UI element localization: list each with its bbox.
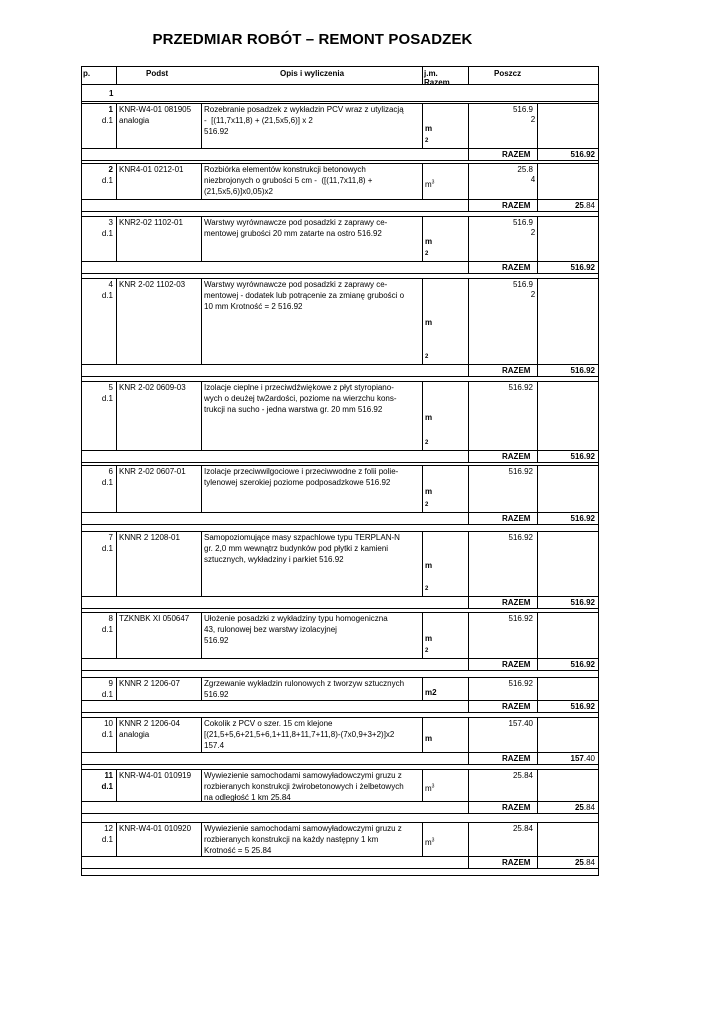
item-total xyxy=(575,200,595,211)
column-divider xyxy=(116,103,117,148)
row-divider xyxy=(81,608,598,609)
item-description: trukcji na sucho - jedna warstwa gr. 20 mm 516.92 xyxy=(204,405,383,414)
item-number: 11 xyxy=(104,771,113,780)
column-divider xyxy=(116,278,117,364)
partial-value: 25.8 xyxy=(517,165,533,174)
item-code-note: analogia xyxy=(119,730,150,739)
item-description: Wywiezienie samochodami samowyładowczymi gruzu z xyxy=(204,824,402,833)
column-divider xyxy=(468,677,469,712)
header-opis: Opis i wyliczenia xyxy=(280,69,345,78)
column-divider xyxy=(468,381,469,462)
row-divider xyxy=(81,101,598,102)
item-description: - [(11,7x11,8) + (21,5x5,6)] x 2 xyxy=(204,116,313,125)
header-jm: j.m. xyxy=(424,69,438,78)
column-divider xyxy=(537,465,538,524)
column-divider xyxy=(537,216,538,273)
column-divider xyxy=(422,66,423,84)
column-divider xyxy=(116,822,117,856)
column-divider xyxy=(422,717,423,752)
row-divider xyxy=(81,273,598,274)
column-divider xyxy=(468,822,469,868)
item-total: 516.92 xyxy=(570,660,595,669)
column-divider xyxy=(422,216,423,261)
column-divider xyxy=(201,612,202,658)
item-code: KNNR 2 1206-07 xyxy=(119,679,180,688)
unit-of-measure: m xyxy=(425,237,433,246)
item-code: KNR4-01 0212-01 xyxy=(119,165,184,174)
column-divider xyxy=(537,163,538,211)
razem-label: RAZEM xyxy=(502,514,531,523)
razem-label: RAZEM xyxy=(502,201,531,210)
column-divider xyxy=(537,822,538,868)
item-reference: d.1 xyxy=(101,544,113,553)
column-divider xyxy=(201,216,202,261)
unit-of-measure: $m^3$ xyxy=(425,783,435,793)
item-description: tylenowej szerokiej poziome podposadzkowe 516.92 xyxy=(204,478,391,487)
item-number: 1 xyxy=(108,105,113,114)
column-divider xyxy=(537,278,538,376)
item-reference: d.1 xyxy=(101,625,113,634)
unit-exponent: 3 xyxy=(431,837,435,844)
partial-value: 516.92 xyxy=(508,383,533,392)
partial-value: 2 xyxy=(530,228,536,237)
razem-label: RAZEM xyxy=(502,803,531,812)
header-podst: Podst xyxy=(146,69,169,78)
column-divider xyxy=(116,216,117,261)
item-total: 516.92 xyxy=(570,514,595,523)
column-divider xyxy=(116,381,117,450)
column-divider xyxy=(422,103,423,148)
partial-value: 516.92 xyxy=(508,679,533,688)
item-reference: d.1 xyxy=(101,782,113,791)
row-divider xyxy=(81,875,599,876)
unit-exponent: 2 xyxy=(425,440,429,446)
item-reference: d.1 xyxy=(101,835,113,844)
column-divider xyxy=(81,66,82,875)
item-code: KNR 2-02 0609-03 xyxy=(119,383,186,392)
partial-value: 516.9 xyxy=(512,218,533,227)
item-description: mentowej grubości 20 mm zatarte na ostro 516.92 xyxy=(204,229,382,238)
unit-exponent: 2 xyxy=(425,138,429,144)
item-total-integer: 25 xyxy=(574,858,584,867)
column-divider xyxy=(422,612,423,658)
column-divider xyxy=(537,531,538,608)
item-number: 12 xyxy=(104,824,113,833)
column-divider xyxy=(201,103,202,148)
row-divider xyxy=(81,670,598,671)
item-total-decimal: .84 xyxy=(583,201,595,210)
column-divider xyxy=(422,278,423,364)
item-description: Warstwy wyrównawcze pod posadzki z zaprawy ce- xyxy=(204,280,388,289)
item-description: na odległość 1 km 25.84 xyxy=(204,793,291,802)
column-divider xyxy=(468,163,469,211)
razem-label: RAZEM xyxy=(502,598,531,607)
item-description: Ułożenie posadzki z wykładziny typu homogeniczna xyxy=(204,614,388,623)
item-description: (21,5x5,6)]x0,05)x2 xyxy=(204,187,273,196)
unit-of-measure: $m^3$ xyxy=(425,837,435,847)
column-divider xyxy=(116,612,117,658)
column-divider xyxy=(201,163,202,199)
partial-value: 4 xyxy=(530,175,536,184)
partial-value: 2 xyxy=(530,115,536,124)
header-p: p. xyxy=(83,69,91,78)
partial-value: 516.92 xyxy=(508,467,533,476)
row-divider xyxy=(81,524,598,525)
header-razem: Razem xyxy=(424,78,450,87)
unit-of-measure: m xyxy=(425,124,433,133)
unit-of-measure: m xyxy=(425,413,433,422)
row-divider xyxy=(81,376,598,377)
item-number: 2 xyxy=(108,165,113,174)
item-reference: d.1 xyxy=(101,176,113,185)
item-description: 10 mm Krotność = 2 516.92 xyxy=(204,302,303,311)
partial-value: 516.92 xyxy=(508,614,533,623)
column-divider xyxy=(537,677,538,712)
column-divider xyxy=(201,531,202,596)
unit-of-measure: $m^3$ xyxy=(425,179,435,189)
razem-label: RAZEM xyxy=(502,702,531,711)
column-divider xyxy=(116,465,117,512)
item-total: 516.92 xyxy=(570,263,595,272)
column-divider xyxy=(116,531,117,596)
item-reference: d.1 xyxy=(101,394,113,403)
item-description: wych o deużej tw2ardości, poziome na wierzchu kons- xyxy=(204,394,397,403)
item-description: rozbieranych konstrukcji żwirobetonowych i żelbetowych xyxy=(204,782,404,791)
column-divider xyxy=(422,381,423,450)
column-divider xyxy=(468,103,469,160)
item-total xyxy=(571,753,595,764)
column-divider xyxy=(116,717,117,752)
column-divider xyxy=(468,278,469,376)
section-number: 1 xyxy=(109,89,114,98)
razem-label: RAZEM xyxy=(502,754,531,763)
column-divider xyxy=(537,612,538,670)
column-divider xyxy=(422,822,423,856)
unit-exponent: 2 xyxy=(425,586,429,592)
razem-label: RAZEM xyxy=(502,263,531,272)
unit-exponent: 2 xyxy=(425,648,429,654)
item-description: Rozebranie posadzek z wykładzin PCV wraz z utylizacją xyxy=(204,105,404,114)
row-divider xyxy=(81,868,598,869)
item-total xyxy=(575,802,595,813)
column-divider xyxy=(422,531,423,596)
item-description: Wywiezienie samochodami samowyładowczymi gruzu z xyxy=(204,771,402,780)
item-description: Izolacje przeciwwilgociowe i przeciwwodne z folii polie- xyxy=(204,467,399,476)
item-number: 3 xyxy=(108,218,113,227)
unit-of-measure: m2 xyxy=(425,688,437,697)
column-divider xyxy=(116,769,117,801)
item-code: KNR 2-02 1102-03 xyxy=(119,280,186,289)
row-divider xyxy=(81,764,598,765)
item-number: 8 xyxy=(108,614,113,623)
partial-value: 157.40 xyxy=(508,719,533,728)
unit-exponent: 2 xyxy=(425,502,429,508)
column-divider xyxy=(116,163,117,199)
item-total-decimal: .40 xyxy=(583,754,595,763)
item-number: 9 xyxy=(108,679,113,688)
item-reference: d.1 xyxy=(101,291,113,300)
item-total-decimal: .84 xyxy=(583,858,595,867)
column-divider xyxy=(537,769,538,813)
item-number: 4 xyxy=(108,280,113,289)
column-divider xyxy=(468,612,469,670)
item-number: 6 xyxy=(108,467,113,476)
item-code: KNR-W4-01 010919 xyxy=(119,771,192,780)
razem-label: RAZEM xyxy=(502,150,531,159)
item-description: 157.4 xyxy=(204,741,225,750)
unit-exponent: 3 xyxy=(431,179,435,186)
column-divider xyxy=(598,66,599,875)
column-divider xyxy=(422,677,423,700)
item-total: 516.92 xyxy=(570,366,595,375)
unit-of-measure: m xyxy=(425,561,433,570)
column-divider xyxy=(468,531,469,608)
column-divider xyxy=(201,278,202,364)
unit-exponent: 3 xyxy=(431,783,435,790)
item-number: 10 xyxy=(104,719,113,728)
unit-exponent: 2 xyxy=(425,354,429,360)
razem-label: RAZEM xyxy=(502,858,531,867)
column-divider xyxy=(537,103,538,160)
item-description: rozbieranych konstrukcji na każdy następny 1 km xyxy=(204,835,379,844)
column-divider xyxy=(201,822,202,856)
item-total-integer: 25 xyxy=(574,803,584,812)
column-divider xyxy=(116,66,117,84)
column-divider xyxy=(422,163,423,199)
item-description: sztucznych, wykładziny i parkiet 516.92 xyxy=(204,555,344,564)
column-divider xyxy=(537,717,538,764)
item-reference: d.1 xyxy=(101,116,113,125)
item-code: KNR 2-02 0607-01 xyxy=(119,467,186,476)
row-divider xyxy=(81,160,598,161)
item-description: [(21,5+5,6+21,5+6,1+11,8+11,7+11,8)-(7x0,9+3+2)]x2 xyxy=(204,730,395,739)
item-description: Samopoziomujące masy szpachlowe typu TERPLAN-N xyxy=(204,533,400,542)
item-reference: d.1 xyxy=(101,229,113,238)
row-divider xyxy=(81,211,598,212)
item-description: niezbrojonych o grubości 5 cm - ([(11,7x11,8) + xyxy=(204,176,373,185)
item-reference: d.1 xyxy=(101,690,113,699)
item-total-integer: 157 xyxy=(570,754,584,763)
razem-label: RAZEM xyxy=(502,366,531,375)
partial-value: 25.84 xyxy=(512,771,533,780)
item-description: 43, rulonowej bez warstwy izolacyjnej xyxy=(204,625,337,634)
row-divider xyxy=(81,813,598,814)
column-divider xyxy=(468,66,469,84)
item-description: Krotność = 5 25.84 xyxy=(204,846,272,855)
column-divider xyxy=(537,381,538,462)
row-divider xyxy=(81,66,598,67)
column-divider xyxy=(468,216,469,273)
partial-value: 25.84 xyxy=(512,824,533,833)
column-divider xyxy=(468,769,469,813)
column-divider xyxy=(201,381,202,450)
unit-of-measure: m xyxy=(425,318,433,327)
item-total: 516.92 xyxy=(570,702,595,711)
unit-of-measure: m xyxy=(425,634,433,643)
item-code: TZKNBK XI 050647 xyxy=(119,614,190,623)
item-description: Cokolik z PCV o szer. 15 cm klejone xyxy=(204,719,333,728)
item-total-decimal: .84 xyxy=(583,803,595,812)
unit-of-measure: m xyxy=(425,734,433,743)
partial-value: 2 xyxy=(530,290,536,299)
column-divider xyxy=(468,465,469,524)
item-code: KNNR 2 1206-04 xyxy=(119,719,180,728)
item-description: 516.92 xyxy=(204,636,229,645)
item-total: 516.92 xyxy=(570,150,595,159)
page-title: PRZEDMIAR ROBÓT – REMONT POSADZEK xyxy=(152,31,473,48)
header-poszcz: Poszcz xyxy=(494,69,522,78)
item-code: KNR-W4-01 010920 xyxy=(119,824,192,833)
item-code: KNNR 2 1208-01 xyxy=(119,533,180,542)
item-description: Izolacje cieplne i przeciwdźwiękowe z płyt styropiano- xyxy=(204,383,394,392)
column-divider xyxy=(201,465,202,512)
razem-label: RAZEM xyxy=(502,452,531,461)
item-code: KNR-W4-01 081905 xyxy=(119,105,192,114)
row-divider xyxy=(81,84,598,85)
partial-value: 516.92 xyxy=(508,533,533,542)
column-divider xyxy=(116,677,117,700)
item-reference: d.1 xyxy=(101,478,113,487)
item-description: Warstwy wyrównawcze pod posadzki z zaprawy ce- xyxy=(204,218,388,227)
item-description: Rozbiórka elementów konstrukcji betonowych xyxy=(204,165,366,174)
razem-label: RAZEM xyxy=(502,660,531,669)
row-divider xyxy=(81,462,598,463)
unit-exponent: 2 xyxy=(425,251,429,257)
item-description: Zgrzewanie wykładzin rulonowych z tworzyw sztucznych xyxy=(204,679,405,688)
bill-of-quantities-table xyxy=(81,66,598,875)
partial-value: 516.9 xyxy=(512,280,533,289)
column-divider xyxy=(201,717,202,752)
column-divider xyxy=(422,465,423,512)
item-total: 516.92 xyxy=(570,598,595,607)
item-description: gr. 2,0 mm wewnątrz budynków pod płytki z kamieni xyxy=(204,544,389,553)
partial-value: 516.9 xyxy=(512,105,533,114)
column-divider xyxy=(201,677,202,700)
row-divider xyxy=(81,712,598,713)
column-divider xyxy=(422,769,423,801)
item-number: 5 xyxy=(108,383,113,392)
column-divider xyxy=(468,717,469,764)
item-number: 7 xyxy=(108,533,113,542)
item-total: 516.92 xyxy=(570,452,595,461)
item-total-integer: 25 xyxy=(574,201,584,210)
item-description: 516.92 xyxy=(204,127,229,136)
item-description: 516.92 xyxy=(204,690,229,699)
item-description: mentowej - dodatek lub potrącenie za zmianę grubości o xyxy=(204,291,405,300)
unit-of-measure: m xyxy=(425,487,433,496)
item-reference: d.1 xyxy=(101,730,113,739)
column-divider xyxy=(201,769,202,801)
item-code-note: analogia xyxy=(119,116,150,125)
item-total xyxy=(575,857,595,868)
item-code: KNR2-02 1102-01 xyxy=(119,218,183,227)
